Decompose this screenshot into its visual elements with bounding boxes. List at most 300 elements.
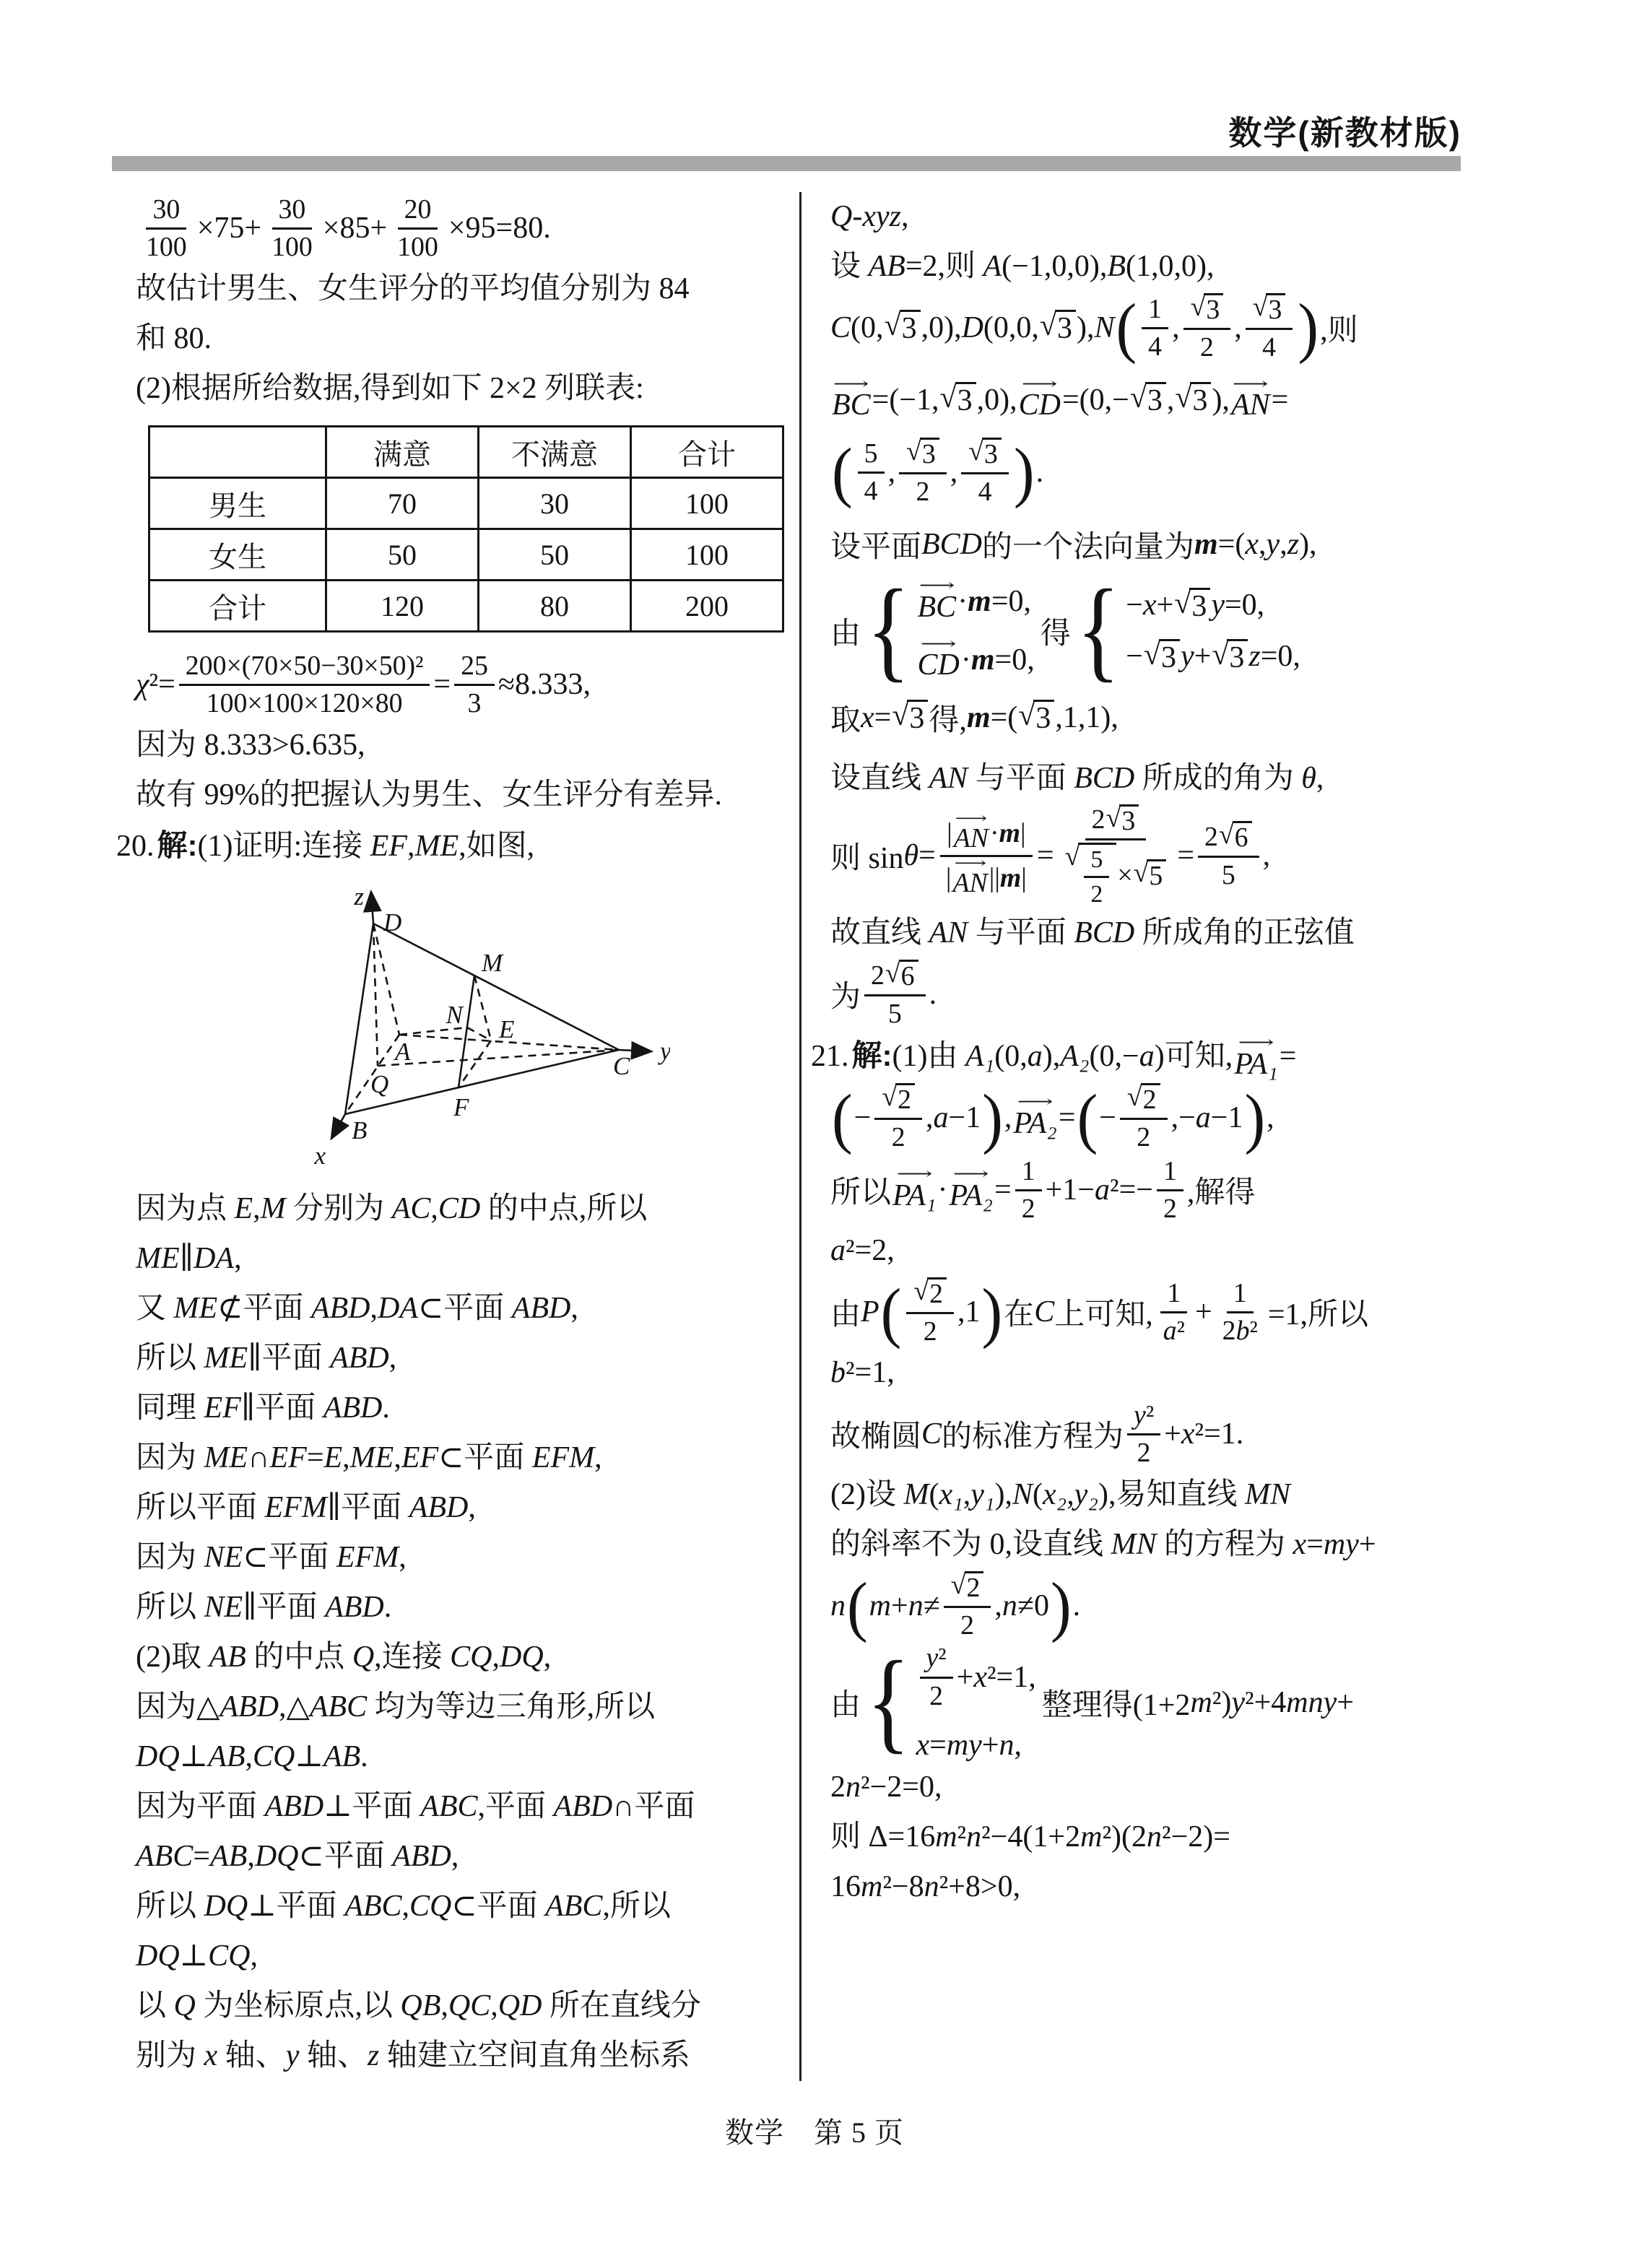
fraction-numerator: 2 √ 6 [1198, 820, 1259, 858]
radical-sign: √ [1174, 586, 1191, 620]
table-row [149, 529, 783, 581]
text-line: 的斜率不为 0,设直线 MN 的方程为 x=my+ [830, 1528, 1376, 1562]
left-column [116, 192, 799, 2081]
table-row [149, 427, 783, 478]
edge-DQ-dashed [373, 924, 378, 1066]
fraction [858, 438, 885, 508]
fraction-denominator: 100 [272, 232, 313, 262]
radical-sign: √ [939, 381, 957, 415]
text-line: 因为 8.333>6.635, [136, 729, 365, 762]
radicand: 5 [1147, 859, 1166, 892]
fraction-denominator: 2 [1021, 1194, 1035, 1225]
math-line: 由 P ( √ 2 2 ,1 ) 在 C 上可知, 1 a ² + 1 2 b ² =1,所以 [830, 1274, 1368, 1350]
vector [1230, 373, 1270, 422]
vector [949, 1163, 994, 1212]
text-line: a²=2, [830, 1234, 895, 1268]
fraction [939, 810, 1033, 898]
radical-sign: √ [1143, 638, 1160, 672]
fraction-numerator [1246, 292, 1293, 330]
fraction-denominator: 4 [978, 476, 992, 507]
cases-system [1076, 567, 1300, 693]
text-line: 20.解:(1)证明:连接 EF,ME,如图, [116, 828, 535, 863]
math-line: 由 { ⟶ BC · m =0, ⟶ CD · m =0, 得 { − x + √ 3 y =0, − √ 3 y + √ 3 z =0, [830, 567, 1300, 693]
math-line: 为 2 √ 6 5 . [830, 958, 937, 1029]
fraction-denominator: 4 [864, 476, 878, 506]
fraction-denominator: 2 [1163, 1194, 1177, 1225]
vector-name: BC [832, 388, 871, 422]
cases-lines [916, 1642, 1036, 1763]
fraction-numerator [961, 437, 1009, 474]
fraction-numerator [874, 1082, 922, 1120]
edge-ME-dashed [474, 976, 491, 1040]
text-line: 因为△ABD,△ABC 均为等边三角形,所以 [136, 1690, 656, 1724]
fraction [1246, 292, 1293, 363]
square-root [1134, 859, 1167, 892]
big-paren: ) [1298, 290, 1319, 365]
fraction-numerator: 1 [1015, 1155, 1042, 1191]
math-line: $\frac{30}{100}$ ×75+ $\frac{30}{100}$ ×85+ $\frac{20}{100}$ ×95=80. [116, 192, 799, 264]
vector [953, 810, 989, 853]
radical-sign: √ [906, 435, 921, 466]
square-root [1065, 843, 1117, 908]
vector-name: AN [952, 867, 988, 898]
text-line: Q-xyz, [830, 200, 909, 233]
math-line: χ ²= $\frac{\text{200×(70×50−30×50)²}}{100\times 100\times 120\times 80}$ = $\frac{25}{3}$ ≈8.333, [136, 650, 591, 718]
big-paren: ( [832, 434, 853, 510]
text-line: 别为 x 轴、y 轴、z 轴建立空间直角坐标系 [136, 2039, 690, 2072]
vector-arrow-icon: ⟶ [954, 855, 986, 872]
radicand: 3 [900, 310, 921, 345]
square-root [940, 382, 976, 417]
radical-sign: √ [892, 698, 909, 732]
brace-icon: { [866, 1638, 911, 1765]
math-line: ⟶ BC =(−1, √ 3 ,0), ⟶ CD =(0,− √ 3 , √ 3 ), ⟶ AN = [832, 373, 1289, 422]
big-paren: ( [847, 1568, 868, 1643]
text-line: 设直线 AN 与平面 BCD 所成的角为 θ, [830, 761, 1324, 795]
fraction [1157, 1277, 1191, 1347]
radical-sign: √ [1105, 802, 1121, 833]
square-root [1040, 310, 1076, 345]
fraction-numerator: 30 [146, 194, 186, 230]
fraction-numerator [906, 1277, 954, 1314]
big-paren: ( [1077, 1079, 1098, 1155]
text-line: 因为平面 ABD⊥平面 ABC,平面 ABD∩平面 [136, 1790, 695, 1823]
math-line: 故椭圆 C 的标准方程为 y ² 2 + x ²=1. [830, 1399, 1244, 1469]
radicand: 3 [1189, 588, 1210, 623]
table-cell: 100 [631, 478, 783, 529]
table-cell: 50 [326, 529, 479, 581]
fraction-denominator: 2 [1137, 1121, 1151, 1152]
radicand: 2 [1141, 1083, 1160, 1116]
radicand: 2 [927, 1277, 947, 1310]
text-line: (2)根据所给数据,得到如下 2×2 列联表: [136, 372, 644, 405]
fraction-denominator: 2 [1090, 881, 1103, 908]
vector-name: PA₂ [1013, 1106, 1057, 1140]
text-line: ABC=AB,DQ⊂平面 ABD, [136, 1840, 459, 1873]
fraction-numerator: 1 [1160, 1277, 1187, 1313]
fraction-denominator: 2 [960, 1609, 975, 1641]
cases-lines [1126, 588, 1300, 674]
bold-text: 解: [157, 828, 198, 862]
square-root [1174, 588, 1210, 623]
radicand: 3 [982, 438, 1002, 470]
fraction-numerator: | ⟶ AN · m | [940, 814, 1032, 857]
vector-arrow-icon: ⟶ [918, 575, 955, 594]
square-root [1130, 382, 1166, 417]
cases-line: y ² 2 + x ²=1, [916, 1642, 1036, 1712]
radical-sign: √ [882, 1082, 898, 1113]
figure-label-x: x [314, 1142, 326, 1168]
figure-label-A: A [395, 1038, 411, 1066]
fraction-numerator: 1 [1142, 293, 1168, 329]
figure-label-F: F [453, 1093, 469, 1121]
right-column [799, 192, 1480, 2081]
vector [892, 1163, 937, 1212]
bold-text: 解: [851, 1038, 892, 1073]
brace-icon: { [866, 567, 911, 693]
big-paren: ) [1244, 1079, 1266, 1155]
radical-sign: √ [1129, 381, 1147, 415]
fraction [454, 650, 495, 720]
fraction [920, 1642, 953, 1712]
fraction [1142, 293, 1168, 363]
table-cell: 200 [631, 581, 783, 632]
big-paren: ) [981, 1274, 1003, 1350]
fraction [391, 194, 445, 264]
fraction-numerator: 2 √ 6 [864, 959, 926, 996]
table-cell: 男生 [149, 478, 326, 529]
big-paren: ) [1013, 434, 1035, 510]
radicand: 6 [1233, 821, 1252, 853]
text-line: 21.解:(1)由 A₁(0,a),A₂(0,−a)可知, ⟶ PA₁ = [811, 1033, 1297, 1081]
radical-sign: √ [1175, 381, 1192, 415]
vector-name: CD [917, 648, 960, 682]
radical-sign: √ [968, 435, 983, 466]
fraction-denominator: 2 [1137, 1438, 1151, 1469]
vector-name: AN [1230, 388, 1270, 422]
table-row [149, 478, 783, 529]
text-line: 所以 DQ⊥平面 ABC,CQ⊂平面 ABC,所以 [136, 1890, 671, 1923]
vector-name: PA₂ [949, 1178, 994, 1212]
cases-line: x = my + n , [916, 1729, 1022, 1763]
geometry-figure [309, 879, 799, 1171]
square-root [885, 960, 918, 992]
fraction-numerator: 30 [272, 194, 313, 230]
table-cell: 不满意 [479, 427, 631, 478]
fraction [874, 1082, 922, 1153]
fraction [899, 437, 947, 508]
big-paren: ) [982, 1079, 1003, 1155]
text-line: 所以 ME∥平面 ABD, [136, 1342, 397, 1375]
content-columns [116, 192, 1480, 2081]
radical-sign: √ [1252, 291, 1268, 322]
radicand: 3 [1190, 382, 1211, 417]
radical-sign: √ [1133, 858, 1149, 889]
square-root [1106, 804, 1139, 837]
text-line: (2)取 AB 的中点 Q,连接 CQ,DQ, [136, 1641, 552, 1674]
bold-italic-var: m [999, 863, 1022, 894]
math-line: C (0, √ 3 ,0), D (0,0, √ 3 ), N ( $\frac{1}{4}$ , √ 3 2 , √ 3 4 ) ,则 [830, 290, 1358, 365]
radicand: 6 [899, 960, 918, 992]
radicand: 3 [920, 438, 939, 470]
text-line: 所以平面 EFM∥平面 ABD, [136, 1491, 476, 1524]
fraction-denominator: 100 [397, 232, 438, 262]
fraction-numerator: 5 [1084, 845, 1109, 878]
square-root [968, 435, 1002, 470]
vector [1013, 1091, 1057, 1140]
fraction-denominator: 5 [1221, 860, 1235, 890]
radicand [1078, 843, 1116, 908]
square-root [951, 1571, 984, 1604]
text-line: 则 Δ=16m²n²−4(1+2m²)(2n²−2)= [830, 1820, 1230, 1854]
table-cell: 50 [479, 529, 631, 581]
table-cell: 合计 [149, 581, 326, 632]
text-line: 因为 ME∩EF=E,ME,EF⊂平面 EFM, [136, 1441, 602, 1474]
table-cell: 100 [631, 529, 783, 581]
text-line: DQ⊥AB,CQ⊥AB. [136, 1740, 368, 1773]
fraction [1183, 292, 1231, 363]
vector-name: CD [1018, 388, 1061, 422]
big-paren: ( [1116, 290, 1137, 365]
table-cell [149, 427, 326, 478]
text-line: 同理 EF∥平面 ABD. [136, 1391, 390, 1425]
edge-DB [345, 924, 373, 1114]
square-root [1191, 293, 1224, 326]
edge-MF [459, 976, 474, 1087]
radical-sign: √ [913, 1276, 929, 1307]
cases-line: ⟶ BC · m =0, [917, 575, 1032, 624]
radical-sign: √ [885, 958, 900, 989]
figure-label-y: y [660, 1037, 670, 1065]
figure-label-z: z [354, 882, 364, 911]
radical-sign: √ [1190, 291, 1206, 322]
radicand: 3 [1145, 382, 1166, 417]
fraction [864, 959, 926, 1030]
math-line: 则 sin θ = | ⟶ AN · m | | ⟶ AN || m | = 2 √ 3 √ $\frac{5}{2}$ × √ 5 = 2 √ 6 5 , [830, 802, 1271, 908]
table-cell: 满意 [326, 427, 479, 478]
text-line: ME∥DA, [136, 1242, 242, 1275]
text-line: 因为点 E,M 分别为 AC,CD 的中点,所以 [136, 1192, 648, 1225]
table-cell: 80 [479, 581, 631, 632]
radicand: 3 [955, 382, 976, 417]
fraction [1015, 1155, 1042, 1225]
text-line: 故直线 AN 与平面 BCD 所成角的正弦值 [830, 916, 1355, 950]
big-paren: ( [832, 1079, 853, 1155]
text-line: b²=1, [830, 1356, 895, 1390]
fraction-denominator: 3 [467, 688, 482, 718]
square-root [1144, 639, 1180, 674]
text-line: 所以 NE∥平面 ABD. [136, 1591, 392, 1624]
figure-label-N: N [446, 1001, 463, 1029]
math-line: ( − √ 2 2 , a −1 ) , ⟶ PA₂ = ( − √ 2 2 ,− a −1 ) , [832, 1079, 1274, 1155]
radicand: 3 [1055, 310, 1076, 345]
page-footer: 数学 第 5 页 [725, 2116, 904, 2149]
square-root [892, 700, 928, 735]
figure-label-B: B [352, 1116, 368, 1144]
cases-line: − √ 3 y + √ 3 z =0, [1126, 638, 1300, 674]
math-line: 所以 ⟶ PA₁ · ⟶ PA₂ = $\frac{1}{2}$ +1− a ²=− $\frac{1}{2}$ ,解得 [830, 1155, 1256, 1225]
text-line: 和 80. [136, 322, 212, 355]
fraction-numerator [1120, 1082, 1168, 1120]
fraction-numerator: 25 [454, 650, 495, 686]
fraction [139, 194, 194, 264]
fraction-numerator: 1 [1157, 1155, 1183, 1191]
square-root [1175, 382, 1211, 417]
fraction [1127, 1399, 1160, 1469]
fraction [1157, 1155, 1183, 1225]
fraction-numerator: y ² [1127, 1399, 1160, 1435]
fraction-denominator: 2 b ² [1222, 1316, 1258, 1347]
radicand: 3 [1204, 293, 1223, 326]
fraction [944, 1570, 991, 1641]
math-line: 由 { y ² 2 + x ²=1, x = my + n , 整理得(1+2 m ²) y ²+4 mny + [830, 1638, 1354, 1765]
table-cell: 70 [326, 478, 479, 529]
fraction-denominator: 4 [1262, 331, 1277, 362]
text-line: 又 ME⊄平面 ABD,DA⊂平面 ABD, [136, 1292, 578, 1325]
vector [1018, 373, 1061, 422]
square-root [1219, 821, 1252, 853]
cases-system [866, 567, 1035, 693]
fraction-numerator: 5 [858, 438, 885, 474]
question-number: 21. [811, 1040, 849, 1074]
radicand: 3 [1227, 639, 1248, 674]
radical-sign: √ [1126, 1082, 1142, 1113]
fraction-numerator: y ² [920, 1642, 953, 1678]
table-cell: 120 [326, 581, 479, 632]
figure-label-C: C [613, 1052, 630, 1080]
fraction-denominator: 2 [916, 476, 930, 507]
fraction-numerator [1183, 292, 1231, 330]
vector [917, 633, 960, 682]
bold-italic-var: m [968, 585, 991, 619]
question-number: 20. [116, 830, 155, 863]
vector-arrow-icon: ⟶ [952, 1163, 989, 1183]
fraction [906, 1277, 954, 1347]
fraction-denominator: 4 [1148, 331, 1163, 362]
vector [1234, 1033, 1278, 1081]
text-line: 故估计男生、女生评分的平均值分别为 84 [136, 272, 690, 305]
vector-name: BC [917, 590, 957, 624]
figure-label-E: E [499, 1015, 515, 1043]
fraction [179, 650, 430, 720]
fraction-denominator: 2 [929, 1680, 944, 1711]
axis-y [619, 1050, 650, 1051]
fraction-denominator: a ² [1163, 1316, 1185, 1347]
figure-label-D: D [383, 908, 402, 937]
math-line: 取 x = √ 3 得, m =( √ 3 ,1,1), [830, 698, 1118, 737]
text-line: 以 Q 为坐标原点,以 QB,QC,QD 所在直线分 [136, 1989, 701, 2022]
contingency-table [148, 425, 784, 633]
fraction [961, 437, 1009, 508]
bold-italic-var: m [970, 643, 995, 677]
fraction-numerator [899, 437, 947, 474]
table-cell: 合计 [631, 427, 783, 478]
fraction-numerator [944, 1570, 991, 1608]
fraction-denominator: 100 [146, 232, 187, 262]
cases-system [866, 1638, 1036, 1765]
radicand: 3 [907, 700, 928, 735]
fraction [1058, 804, 1174, 909]
tetrahedron-figure-svg [309, 879, 670, 1168]
math-line: 设平面 BCD 的一个法向量为 m =( x , y , z ), [830, 528, 1317, 564]
fraction [265, 194, 319, 264]
square-root [1018, 700, 1054, 735]
vector-arrow-icon: ⟶ [955, 810, 988, 827]
vector-arrow-icon: ⟶ [896, 1163, 933, 1183]
vector-arrow-icon: ⟶ [1021, 373, 1058, 393]
page-header-title: 数学(新教材版) [1228, 114, 1461, 152]
radicand: 3 [1119, 804, 1139, 837]
big-paren: ( [880, 1274, 902, 1350]
vector-name: PA₁ [1234, 1048, 1278, 1081]
header-rule [112, 156, 1461, 171]
fraction-denominator: 5 [887, 998, 902, 1029]
vector-name: AN [953, 822, 989, 853]
radicand: 2 [965, 1571, 984, 1604]
fraction-numerator: 20 [398, 194, 438, 230]
table-cell: 30 [479, 478, 631, 529]
radical-sign: √ [1212, 638, 1229, 672]
vector-arrow-icon: ⟶ [833, 373, 869, 393]
figure-label-M: M [482, 949, 503, 977]
figure-label-Q: Q [370, 1070, 389, 1098]
text-line: 因为 NE⊂平面 EFM, [136, 1541, 407, 1574]
radicand: 3 [1159, 639, 1180, 674]
square-root [885, 310, 921, 345]
cases-line: − x + √ 3 y =0, [1126, 586, 1265, 623]
fraction-denominator: 2 [923, 1316, 937, 1347]
fraction-denominator: | ⟶ AN || m | [945, 855, 1027, 898]
table-cell: 女生 [149, 529, 326, 581]
fraction-denominator: 2 [891, 1121, 905, 1152]
vector-arrow-icon: ⟶ [1232, 373, 1269, 393]
bold-italic-var: m [1194, 528, 1218, 561]
radicand: 2 [895, 1083, 915, 1116]
fraction [1198, 820, 1259, 891]
radical-sign: √ [1039, 309, 1056, 343]
radicand: 3 [1033, 700, 1054, 735]
square-root [1253, 293, 1286, 326]
fraction [1084, 845, 1109, 908]
fraction-numerator: 2 √ 3 [1085, 804, 1147, 841]
edge-DA-dashed [373, 924, 399, 1035]
text-line: 2n²−2=0, [830, 1770, 942, 1804]
vector-arrow-icon: ⟶ [920, 633, 957, 653]
text-line: (2)设 M(x₁,y₁),N(x₂,y₂),易知直线 MN [830, 1478, 1290, 1512]
text-line: DQ⊥CQ, [136, 1939, 259, 1973]
fraction [1120, 1082, 1168, 1153]
bold-italic-var: m [999, 818, 1021, 849]
fraction-denominator: 2 [1199, 331, 1214, 362]
cases-line: ⟶ CD · m =0, [917, 633, 1035, 682]
radical-sign: √ [1064, 841, 1080, 872]
math-line: ( $\frac{5}{4}$ , √ 3 2 , √ 3 4 ) . [832, 434, 1044, 510]
table-row [149, 581, 783, 632]
vector-name: PA₁ [892, 1178, 937, 1212]
radical-sign: √ [1218, 820, 1234, 851]
text-line: 设 AB=2,则 A(−1,0,0),B(1,0,0), [830, 250, 1215, 283]
radical-sign: √ [1018, 698, 1035, 732]
radicand: 3 [1266, 293, 1285, 326]
fraction-numerator: 1 [1227, 1277, 1254, 1313]
vector-arrow-icon: ⟶ [1017, 1091, 1054, 1111]
fraction-numerator: 200×(70×50−30×50)² [179, 650, 430, 686]
radical-sign: √ [884, 309, 901, 343]
cases-lines [916, 575, 1035, 682]
text-line: 故有 99%的把握认为男生、女生评分有差异. [136, 778, 722, 812]
radical-sign: √ [950, 1570, 966, 1601]
fraction-denominator: 100×100×120×80 [206, 688, 403, 718]
